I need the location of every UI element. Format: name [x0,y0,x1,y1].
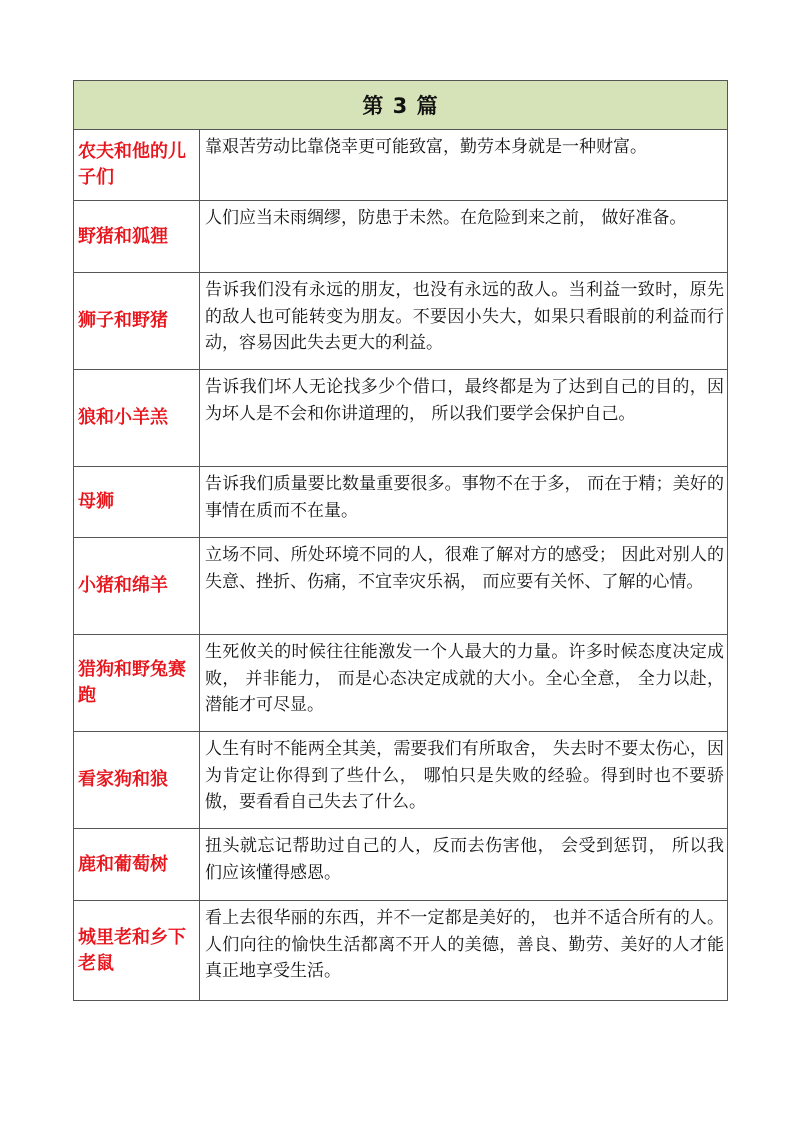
fable-title: 城里老和乡下老鼠 [74,901,200,1001]
fable-moral: 靠艰苦劳动比靠侥幸更可能致富，勤劳本身就是一种财富。 [200,130,728,201]
fable-moral: 告诉我们坏人无论找多少个借口，最终都是为了达到自己的目的，因为坏人是不会和你讲道理的， 所以我们要学会保护自己。 [200,370,728,467]
fable-title: 小猪和绵羊 [74,538,200,635]
table-row [74,130,728,201]
fable-moral: 扭头就忘记帮助过自己的人，反而去伤害他， 会受到惩罚， 所以我们应该懂得感恩。 [200,829,728,901]
fable-moral: 人生有时不能两全其美，需要我们有所取舍， 失去时不要太伤心，因为肯定让你得到了些什么， 哪怕只是失败的经验。得到时也不要骄傲，要看看自己失去了什么。 [200,732,728,829]
fable-moral: 告诉我们质量要比数量重要很多。事物不在于多， 而在于精；美好的事情在质而不在量。 [200,467,728,538]
fable-moral: 告诉我们没有永远的朋友，也没有永远的敌人。当利益一致时，原先的敌人也可能转变为朋友。不要因小失大，如果只看眼前的利益而行动，容易因此失去更大的利益。 [200,273,728,370]
fable-title: 狼和小羊羔 [74,370,200,467]
table-row [74,370,728,467]
fable-title: 狮子和野猪 [74,273,200,370]
table-row [74,201,728,273]
table-row [74,732,728,829]
table-row [74,829,728,901]
fables-table [73,80,728,1001]
table-row [74,273,728,370]
fable-title: 猎狗和野兔赛跑 [74,635,200,732]
fable-title: 鹿和葡萄树 [74,829,200,901]
fable-moral: 人们应当未雨绸缪，防患于未然。在危险到来之前， 做好准备。 [200,201,728,273]
table-row [74,467,728,538]
fable-title: 野猪和狐狸 [74,201,200,273]
fable-title: 农夫和他的儿子们 [74,130,200,201]
fable-moral: 生死攸关的时候往往能激发一个人最大的力量。许多时候态度决定成败， 并非能力， 而是心态决定成就的大小。全心全意， 全力以赴，潜能才可尽显。 [200,635,728,732]
title-row [74,81,728,130]
fable-title: 母狮 [74,467,200,538]
table-row [74,901,728,1001]
fable-moral: 看上去很华丽的东西，并不一定都是美好的， 也并不适合所有的人。人们向往的愉快生活都离不开人的美德，善良、勤劳、美好的人才能真正地享受生活。 [200,901,728,1001]
table-row [74,538,728,635]
fable-title: 看家狗和狼 [74,732,200,829]
fable-moral: 立场不同、所处环境不同的人，很难了解对方的感受； 因此对别人的失意、挫折、伤痛，不宜幸灾乐祸， 而应要有关怀、了解的心情。 [200,538,728,635]
table-row [74,635,728,732]
page-title: 第 3 篇 [74,81,728,130]
